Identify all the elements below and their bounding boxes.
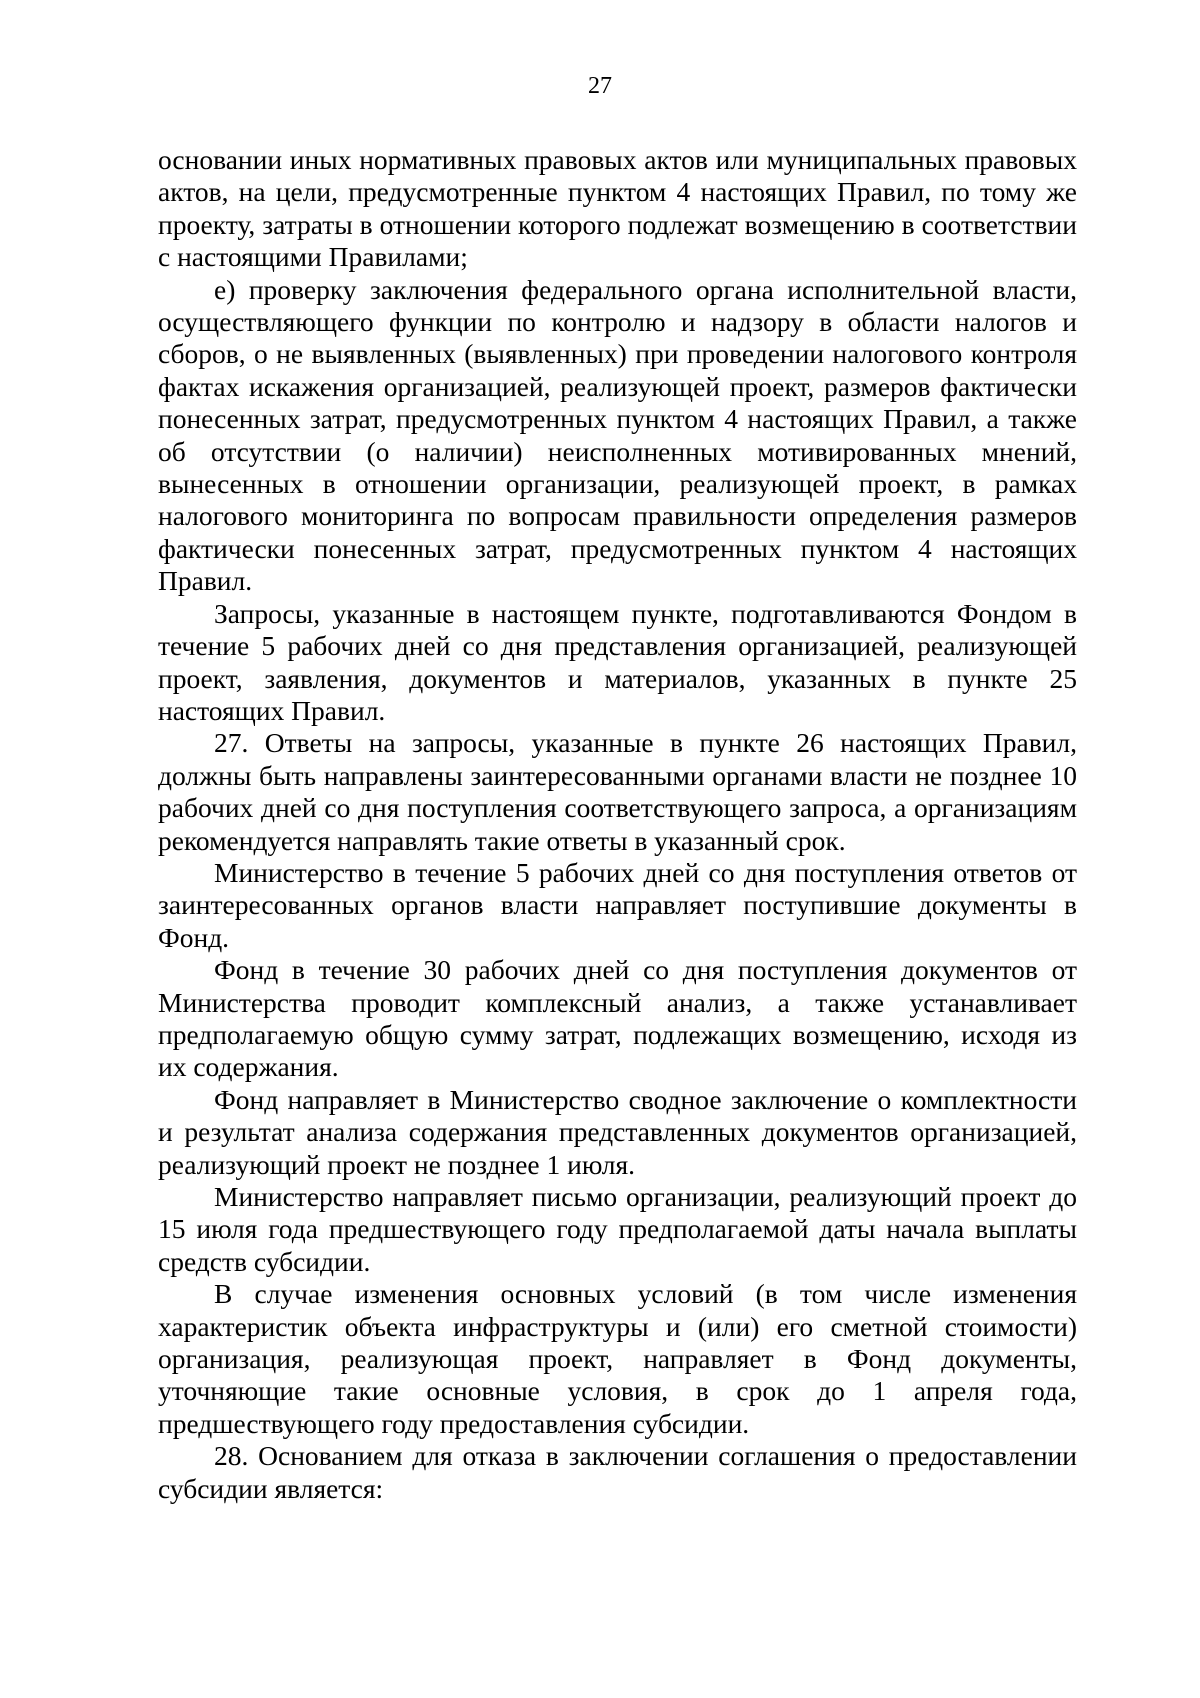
paragraph: Запросы, указанные в настоящем пункте, подготавливаются Фондом в течение 5 рабочих дней со дня представления организацией, реализующей проект, заявления, документов и материалов, указанных в пункте 25 настоящих Правил. xyxy=(158,597,1077,726)
paragraph: Министерство в течение 5 рабочих дней со дня поступления ответов от заинтересованных органов власти направляет поступившие документы в Фонд. xyxy=(158,856,1077,953)
paragraph: основании иных нормативных правовых актов или муниципальных правовых актов, на цели, предусмотренные пунктом 4 настоящих Правил, по тому же проекту, затраты в отношении которого подлежат возмещению в соответствии с настоящими Правилами; xyxy=(158,144,1077,273)
paragraph: Фонд в течение 30 рабочих дней со дня поступления документов от Министерства проводит комплексный анализ, а также устанавливает предполагаемую общую сумму затрат, подлежащих возмещению, исходя из их содержания. xyxy=(158,954,1077,1083)
paragraph: В случае изменения основных условий (в том числе изменения характеристик объекта инфраструктуры и (или) его сметной стоимости) организация, реализующая проект, направляет в Фонд документы, уточняющие такие основные условия, в срок до 1 апреля года, предшествующего году предоставления субсидии. xyxy=(158,1278,1077,1439)
paragraph: Министерство направляет письмо организации, реализующий проект до 15 июля года предшествующего году предполагаемой даты начала выплаты средств субсидии. xyxy=(158,1181,1077,1277)
page-number: 27 xyxy=(588,73,612,99)
paragraph: е) проверку заключения федерального органа исполнительной власти, осуществляющего функции по контролю и надзору в области налогов и сборов, о не выявленных (выявленных) при проведении налогового контроля фактах искажения организацией, реализующей проект, размеров фактически понесенных затрат, предусмотренных пунктом 4 настоящих Правил, а также об отсутствии (о наличии) неисполненных мотивированных мнений, вынесенных в отношении организации, реализующей проект, в рамках налогового мониторинга по вопросам правильности определения размеров фактически понесенных затрат, предусмотренных пунктом 4 настоящих Правил. xyxy=(158,273,1077,597)
paragraph: 28. Основанием для отказа в заключении соглашения о предоставлении субсидии является: xyxy=(158,1440,1077,1504)
paragraph: 27. Ответы на запросы, указанные в пункте 26 настоящих Правил, должны быть направлены заинтересованными органами власти не позднее 10 рабочих дней со дня поступления соответствующего запроса, а организациям рекомендуется направлять такие ответы в указанный срок. xyxy=(158,727,1077,856)
paragraph: Фонд направляет в Министерство сводное заключение о комплектности и результат анализа содержания представленных документов организацией, реализующий проект не позднее 1 июля. xyxy=(158,1083,1077,1180)
document-body xyxy=(158,144,1077,1505)
